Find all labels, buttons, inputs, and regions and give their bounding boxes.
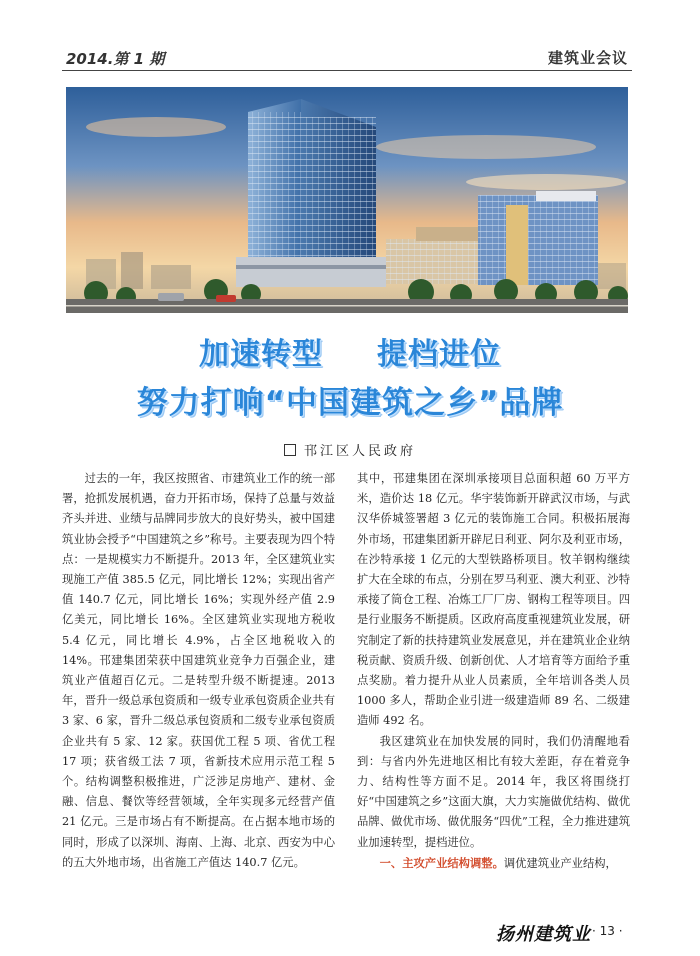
page-header — [62, 44, 632, 71]
headline-line-1 — [0, 329, 700, 373]
section-heading: 一、主攻产业结构调整。 — [379, 855, 504, 870]
headline-part-a: 加速转型 — [199, 337, 323, 372]
article-column-left — [62, 469, 335, 873]
paragraph: 我区建筑业在加快发展的同时，我们仍清醒地看到：与省内外先进地区相比有较大差距，存在着竞争力、结构性等方面不足。2014 年，我区将围绕打好“中国建筑之乡”这面大旗，大力实施做优结构、做优品牌、做优市场、做优服务“四优”工程，全力推进建筑业加速转型，提档进位。 — [357, 734, 630, 849]
paragraph: 过去的一年，我区按照省、市建筑业工作的统一部署，抢抓发展机遇，奋力开拓市场，保持了总量与效益齐头并进、业绩与品牌同步放大的良好势头，被中国建筑业协会授予“中国建筑之乡”称号。主要表现为四个特点：一是规模实力不断提升。2013 年，全区建筑业实现施工产值 385.5 亿元，同比增长 12%；实现出省产值 140.7 亿元，同比增长 16%；实现外经产值 2.9 亿美元，同比增长 16%。全区建筑业实现地方税收 5.4 亿元，同比增长 4.9%，占全区地税收入的 14%。邗建集团荣获中国建筑业竞争力百强企业，建筑业产值超百亿元。二是转型升级不断提速。2013 年，晋升一级总承包资质和一级专业承包资质企业共有 3 家、6 家，晋升二级总承包资质和二级专业承包资质企业共有 5 家、12 家。获国优工程 5 项、省优工程 17 项；获省级工法 7 项，省新技术应用示范工程 5 个。结构调整积极推进，广泛涉足房地产、建材、金融、信息、餐饮等经营领域，全年实现多元经营产值 21 亿元。三是市场占有不断提高。在占据本地市场的同时，形成了以深圳、海南、上海、北京、西安为中心的五大外地市场，出省施工产值达 140.7 亿元。 — [62, 472, 335, 869]
section-label: 建筑业会议 — [547, 49, 628, 67]
page-footer — [480, 918, 640, 946]
section-text: 调优建筑业产业结构， — [503, 856, 617, 870]
issue-label: 2014.第 1 期 — [66, 50, 165, 68]
headline-part-b: 提档进位 — [377, 337, 501, 372]
paragraph — [357, 853, 630, 874]
headline-line-2: 努力打响“中国建筑之乡”品牌 — [136, 385, 564, 421]
paragraph: 其中，邗建集团在深圳承接项目总面积超 60 万平方米，造价达 18 亿元。华宇装饰新开辟武汉市场，与武汉华侨城签署超 3 亿元的装饰施工合同。积极拓展海外市场，邗建集团新开辟尼日利亚、阿尔及利亚市场，在沙特承接 1 亿元的大型铁路桥项目。牧羊钢构继续扩大在全球的布点，分别在罗马利亚、澳大利亚、沙特承接了筒仓工程、冶炼工厂厂房、钢构工程等项目。四是行业服务不断提质。区政府高度重视建筑业发展，研究制定了新的扶持建筑业发展意见，并在建筑业企业纳税贡献、资质升级、创新创优、人才培育等方面给予重点奖励。着力提升从业人员素质，全年培训各类人员 1000 多人，帮助企业引进一级建造师 89 名、二级建造师 492 名。 — [357, 472, 630, 728]
article-column-right — [357, 469, 630, 874]
page-number: · 13 · — [592, 924, 623, 938]
byline — [0, 440, 700, 459]
magazine-logo: 扬州建筑业 — [496, 924, 591, 945]
square-bullet-icon — [284, 444, 296, 456]
author-name: 邗江区人民政府 — [303, 444, 416, 459]
buildings-photo — [66, 87, 628, 313]
